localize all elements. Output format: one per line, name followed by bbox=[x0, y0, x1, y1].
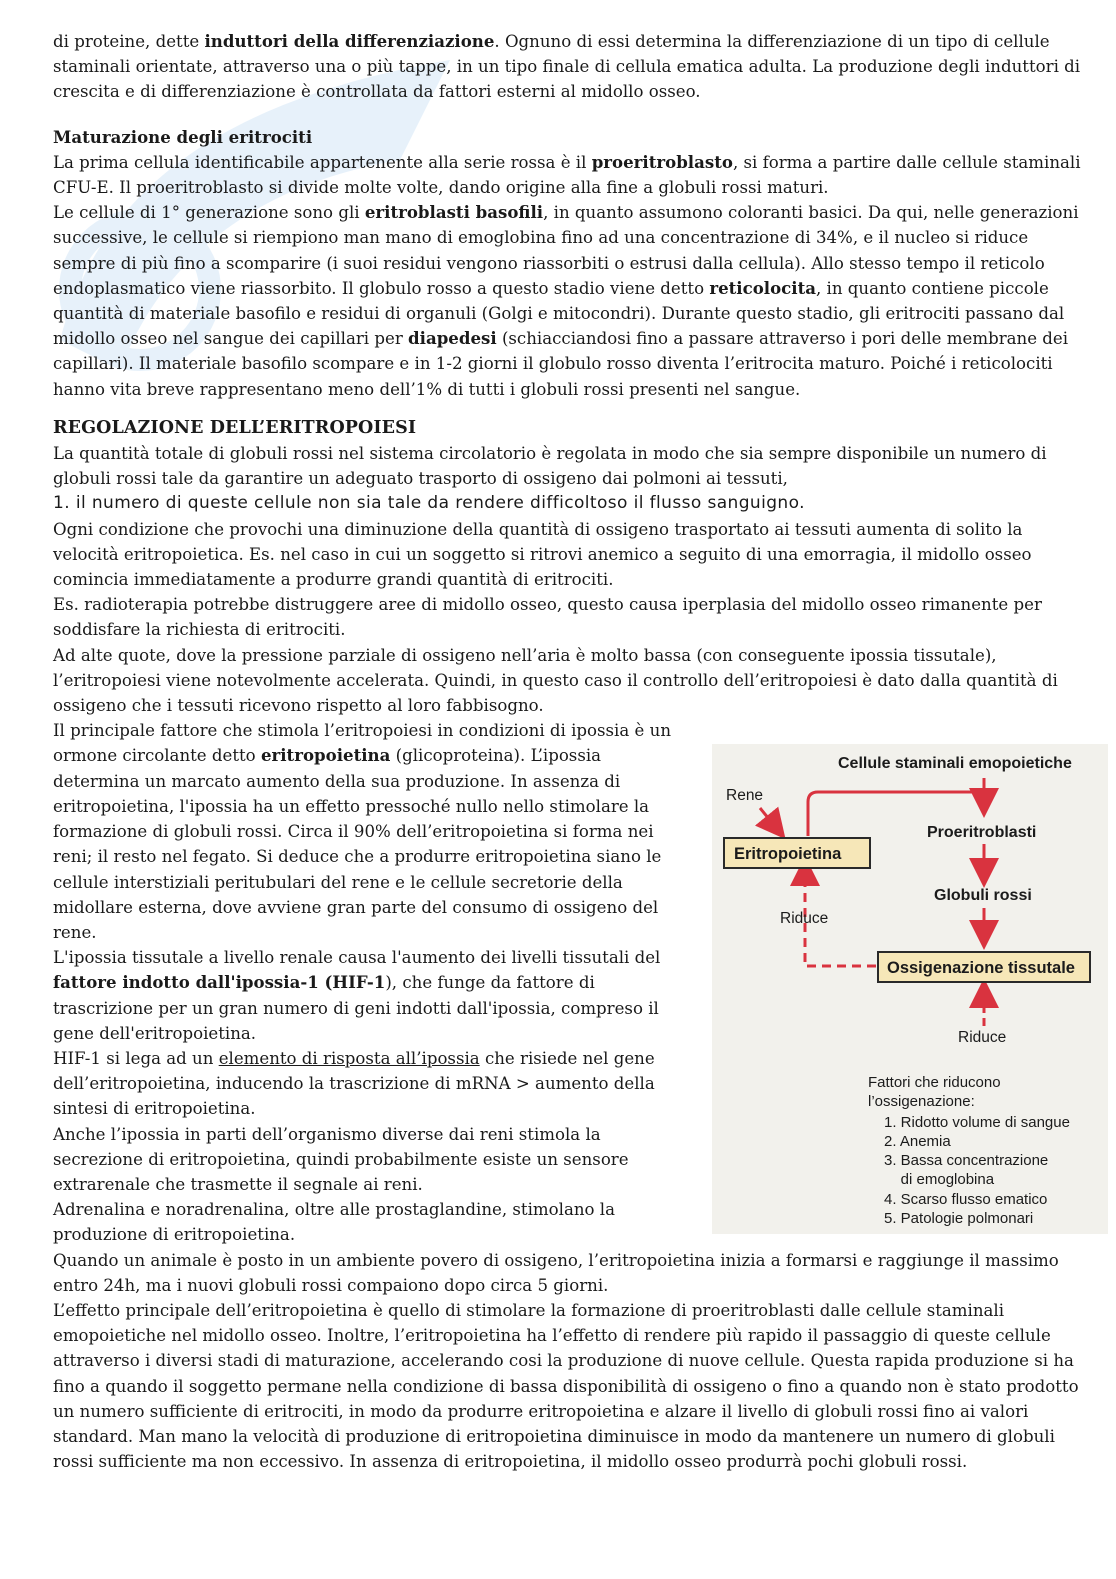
regolazione-paragraph-11: L’effetto principale dell’eritropoietina è quello di stimolare la formazione di proeritroblasti dalle cellule staminali emopoietiche nel midollo osseo. Inoltre, l’eritropoietina ha l’effetto di rendere più rapido il passaggio di queste cellule attraverso i diversi stadi di maturazione, accelerando cosi la produzione di nuove cellule. Questa rapida produzione si ha fino a quando il soggetto permane nella condizione di bassa disponibilità di ossigeno o fino a quando non è stato prodotto un numero sufficiente di eritrociti, in modo da produrre eritropoietina e alzare il livello di globuli rossi fino ai valori standard. Man mano la velocità di produzione di eritropoietina diminuisce in modo da mantenere un numero di globuli rossi sufficiente ma non eccessivo. In assenza di eritropoietina, il midollo osseo produrrà pochi globuli rossi. bbox=[53, 1300, 1079, 1472]
maturazione-paragraph-2: Le cellule di 1° generazione sono gli eritroblasti basofili, in quanto assumono coloranti basici. Da qui, nelle generazioni successive, le cellule si riempiono man mano di emoglobina fino ad una concentrazione di 34%, e il nucleo si riduce sempre di più fino a scomparire (i suoi residui vengono riassorbiti o estrusi dalla cellula). Allo stesso tempo il reticolo endoplasmatico viene riassorbito. Il globulo rosso a questo stadio viene detto reticolocita, in quanto contiene piccole quantità di materiale basofilo e residui di organuli (Golgi e mitocondri). Durante questo stadio, gli eritrociti passano dal midollo osseo nel sangue dei capillari per diapedesi (schiacciandosi fino a passare attraverso i pori delle membrane dei capillari). Il materiale basofilo scompare e in 1-2 giorni il globulo rosso diventa l’eritrocita maturo. Poiché i reticolociti hanno vita breve rappresentano meno dell’1% di tutti i globuli rossi presenti nel sangue. bbox=[53, 202, 1079, 399]
label-riduce-left: Riduce bbox=[780, 910, 829, 927]
regolazione-paragraph-1: La quantità totale di globuli rossi nel sistema circolatorio è regolata in modo che sia sempre disponibile un numero di globuli rossi tale da garantire un adeguato trasporto di ossigeno dai polmoni ai tessuti, bbox=[53, 444, 1047, 489]
fattori-list-item: 1. Ridotto volume di sangue bbox=[884, 1114, 1070, 1131]
regolazione-paragraph-4: Ad alte quote, dove la pressione parziale di ossigeno nell’aria è molto bassa (con conseguente ipossia tissutale), l’eritropoiesi viene notevolmente accelerata. Quindi, in questo caso il controllo dell’eritropoiesi è dato dalla quantità di ossigeno che i tessuti ricevono rispetto al loro fabbisogno. bbox=[53, 645, 1058, 716]
intro-paragraph: di proteine, dette induttori della differenziazione. Ognuno di essi determina la differenziazione di un tipo di cellule staminali orientate, attraverso una o più tappe, in un tipo finale di cellula ematica adulta. La produzione degli induttori di crescita e di differenziazione è controllata da fattori esterni al midollo osseo. bbox=[53, 31, 1081, 102]
fattori-list-item: di emoglobina bbox=[884, 1171, 995, 1188]
erythropoiesis-diagram bbox=[712, 744, 1108, 1234]
fattori-list-item: 2. Anemia bbox=[884, 1133, 951, 1150]
wrapped-text-block bbox=[53, 718, 691, 1247]
regolazione-paragraph-3: Es. radioterapia potrebbe distruggere aree di midollo osseo, questo causa iperplasia del midollo osseo rimanente per soddisfare la richiesta di eritrociti. bbox=[53, 595, 1042, 640]
regolazione-paragraph-10: Quando un animale è posto in un ambiente povero di ossigeno, l’eritropoietina inizia a formarsi e raggiunge il massimo entro 24h, ma i nuovi globuli rossi compaiono dopo circa 5 giorni. bbox=[53, 1250, 1059, 1295]
maturazione-paragraph-1: La prima cellula identificabile appartenente alla serie rossa è il proeritroblasto, si forma a partire dalle cellule staminali CFU-E. Il proeritroblasto si divide molte volte, dando origine alla fine a globuli rossi maturi. bbox=[53, 151, 1081, 198]
section-heading-regolazione: REGOLAZIONE DELL’ERITROPOIESI bbox=[53, 417, 417, 438]
label-proeritroblasti: Proeritroblasti bbox=[927, 824, 1037, 841]
regolazione-paragraph-5: Il principale fattore che stimola l’eritropoiesi in condizioni di ipossia è un ormone circolante detto eritropoietina (glicoproteina). L’ipossia determina un marcato aumento della sua produzione. In assenza di eritropoietina, l'ipossia ha un effetto pressoché nullo nello stimolare la formazione di globuli rossi. Circa il 90% dell’eritropoietina si forma nei reni; il resto nel fegato. Si deduce che a produrre eritropoietina siano le cellule interstiziali peritubulari del rene e le cellule secretorie della midollare esterna, dove avviene gran parte del consumo di ossigeno del rene. bbox=[53, 721, 672, 942]
regolazione-paragraph-6: L'ipossia tissutale a livello renale causa l'aumento dei livelli tissutali del fattore indotto dall'ipossia-1 (HIF-1), che funge da fattore di trascrizione per un gran numero di geni indotti dall'ipossia, compreso il gene dell'eritropoietina. bbox=[53, 948, 661, 1043]
label-rene: Rene bbox=[726, 787, 764, 804]
label-fattori-title-1: Fattori che riducono bbox=[868, 1074, 1001, 1091]
label-staminali: Cellule staminali emopoietiche bbox=[838, 755, 1072, 772]
label-eritropoietina: Eritropoietina bbox=[734, 845, 842, 863]
fattori-list-item: 3. Bassa concentrazione bbox=[884, 1152, 1049, 1169]
label-ossigenazione: Ossigenazione tissutale bbox=[887, 959, 1075, 977]
rene-arrow bbox=[760, 808, 778, 830]
regolazione-paragraph-8: Anche l’ipossia in parti dell’organismo diverse dai reni stimola la secrezione di eritropoietina, quindi probabilmente esiste un sensore extrarenale che trasmette il segnale ai reni. bbox=[53, 1124, 629, 1194]
fattori-list-item: 5. Patologie polmonari bbox=[884, 1210, 1034, 1227]
section-heading-maturazione: Maturazione degli eritrociti bbox=[53, 126, 313, 147]
fattori-list-item: 4. Scarso flusso ematico bbox=[884, 1191, 1048, 1208]
numbered-item-1: 1. il numero di queste cellule non sia tale da rendere difficoltoso il flusso sanguigno. bbox=[53, 493, 805, 514]
regolazione-paragraph-9: Adrenalina e noradrenalina, oltre alle prostaglandine, stimolano la produzione di eritropoietina. bbox=[53, 1200, 615, 1245]
label-fattori-title-2: l’ossigenazione: bbox=[868, 1093, 975, 1110]
regolazione-paragraph-2: Ogni condizione che provochi una diminuzione della quantità di ossigeno trasportato ai tessuti aumenta di solito la velocità eritropoietica. Es. nel caso in cui un soggetto si ritrovi anemico a seguito di una emorragia, il midollo osseo comincia immediatamente a produrre grandi quantità di eritrociti. bbox=[53, 519, 1032, 590]
label-riduce-bottom: Riduce bbox=[958, 1029, 1007, 1046]
regolazione-paragraph-7: HIF-1 si lega ad un elemento di risposta all’ipossia che risiede nel gene dell’eritropoietina, inducendo la trascrizione di mRNA > aumento della sintesi di eritropoietina. bbox=[53, 1048, 655, 1119]
label-globuli-rossi: Globuli rossi bbox=[934, 887, 1032, 904]
